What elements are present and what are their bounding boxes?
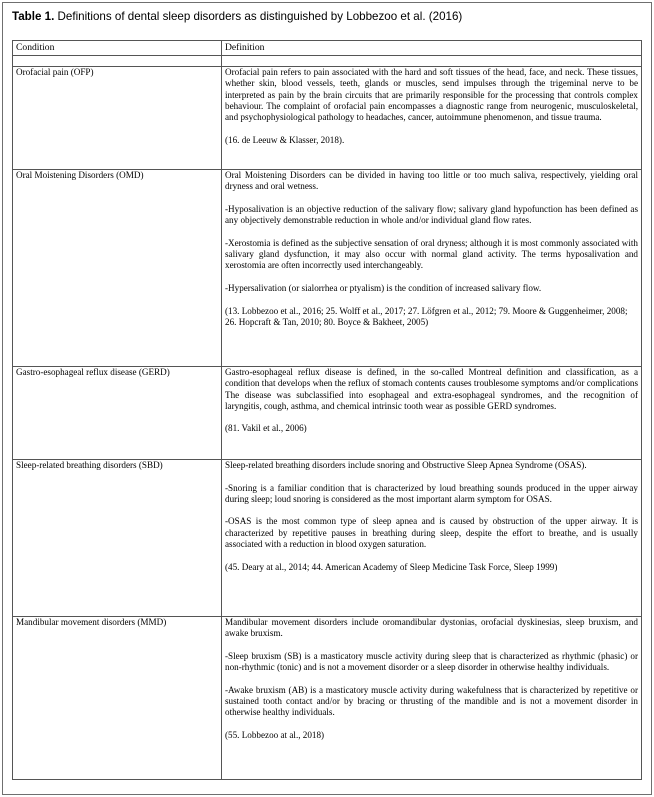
reference-text: (13. Lobbezoo et al., 2016; 25. Wolff et al., 2017; 27. Löfgren et al., 2012; 79. Moore & Guggenheimer, 2008; 26. Hopcraft & Tan, 2010; 80. Boyce & Bakheet, 2005) — [225, 305, 628, 327]
definition-cell — [222, 170, 642, 367]
definition-paragraph: Gastro-esophageal reflux disease is defined, in the so-called Montreal definition and classification, as a condition that develops when the reflux of stomach contents causes troublesome symptoms and/or complications The disease was subclassified into esophageal and extra-esophageal syndromes, and the recognition of laryngitis, cough, asthma, and chemical intrinsic tooth wear as possible GERD syndromes. — [225, 367, 638, 411]
table-row — [13, 617, 642, 780]
caption-text: Definitions of dental sleep disorders as distinguished by Lobbezoo et al. (2016) — [54, 10, 463, 23]
condition-cell: Mandibular movement disorders (MMD) — [13, 617, 222, 780]
definition-cell — [222, 617, 642, 780]
definition-paragraph: -Snoring is a familiar condition that is characterized by loud breathing sounds produced in the upper airway during sleep; loud snoring is considered as the most important alarm symptom for OSAS. — [225, 482, 638, 504]
reference-text: (81. Vakil et al., 2006) — [225, 423, 307, 434]
definition-cell — [222, 67, 642, 170]
spacer-row — [13, 56, 642, 67]
condition-cell: Oral Moistening Disorders (OMD) — [13, 170, 222, 367]
definition-cell — [222, 460, 642, 617]
condition-cell: Orofacial pain (OFP) — [13, 67, 222, 170]
reference-text: (45. Deary at al., 2014; 44. American Academy of Sleep Medicine Task Force, Sleep 1999) — [225, 561, 558, 572]
table-row — [13, 367, 642, 460]
definition-paragraph: Oral Moistening Disorders can be divided in having too little or too much saliva, respectively, yielding oral dryness and oral wetness. — [225, 170, 638, 192]
definition-paragraph: Mandibular movement disorders include oromandibular dystonias, orofacial dyskinesias, sleep bruxism, and awake bruxism. — [225, 617, 638, 639]
definition-paragraph: Orofacial pain refers to pain associated with the hard and soft tissues of the head, face, and neck. These tissues, whether skin, blood vessels, teeth, glands or muscles, send impulses through the trigeminal nerve to be interpreted as pain by the brain circuits that are primarily responsible for the processing that controls complex behaviour. The complaint of orofacial pain encompasses a diagnostic range from neurogenic, musculoskeletal, and psychophysiological pathology to headaches, cancer, autoimmune phenomenon, and tissue trauma. — [225, 67, 638, 123]
table-row — [13, 170, 642, 367]
definition-paragraph: -Hyposalivation is an objective reduction of the salivary flow; salivary gland hypofunction has been defined as any objectively demonstrable reduction in whole and/or individual gland flow rates. — [225, 203, 638, 226]
header-definition: Definition — [222, 41, 642, 56]
definition-paragraph: -Sleep bruxism (SB) is a masticatory muscle activity during sleep that is characterized as rhythmic (phasic) or non-rhythmic (tonic) and is not a movement disorder or a sleep disorder in otherwise healthy individuals. — [225, 650, 638, 673]
header-condition: Condition — [13, 41, 222, 56]
definition-paragraph: -OSAS is the most common type of sleep apnea and is caused by obstruction of the upper airway. It is characterized by repetitive pauses in breathing during sleep, despite the effort to breathe, and is usually associated with a reduction in blood oxygen saturation. — [225, 516, 638, 550]
definition-paragraph: -Awake bruxism (AB) is a masticatory muscle activity during wakefulness that is characterized by repetitive or sustained tooth contact and/or by bracing or thrusting of the mandible and is not a movement disorder in otherwise healthy individuals. — [225, 684, 638, 718]
condition-cell: Sleep-related breathing disorders (SBD) — [13, 460, 222, 617]
table-row — [13, 67, 642, 170]
definition-paragraph: -Hypersalivation (or sialorrhea or ptyalism) is the condition of increased salivary flow. — [225, 282, 542, 293]
table-caption — [12, 10, 462, 23]
reference-text: (55. Lobbezoo at al., 2018) — [225, 729, 325, 740]
definition-paragraph: Sleep-related breathing disorders include snoring and Obstructive Sleep Apnea Syndrome (OSAS). — [225, 460, 587, 470]
definitions-table — [12, 40, 642, 780]
caption-label: Table 1. — [12, 10, 55, 23]
condition-cell: Gastro-esophageal reflux disease (GERD) — [13, 367, 222, 460]
definition-paragraph: -Xerostomia is defined as the subjective sensation of oral dryness; although it is most commonly associated with salivary gland dysfunction, it may also occur with normal gland activity. The terms hyposalivation and xerostomia are often incorrectly used interchangeably. — [225, 237, 638, 271]
table-row — [13, 460, 642, 617]
table-header-row — [13, 41, 642, 56]
reference-text: (16. de Leeuw & Klasser, 2018). — [225, 134, 345, 145]
definition-cell — [222, 367, 642, 460]
